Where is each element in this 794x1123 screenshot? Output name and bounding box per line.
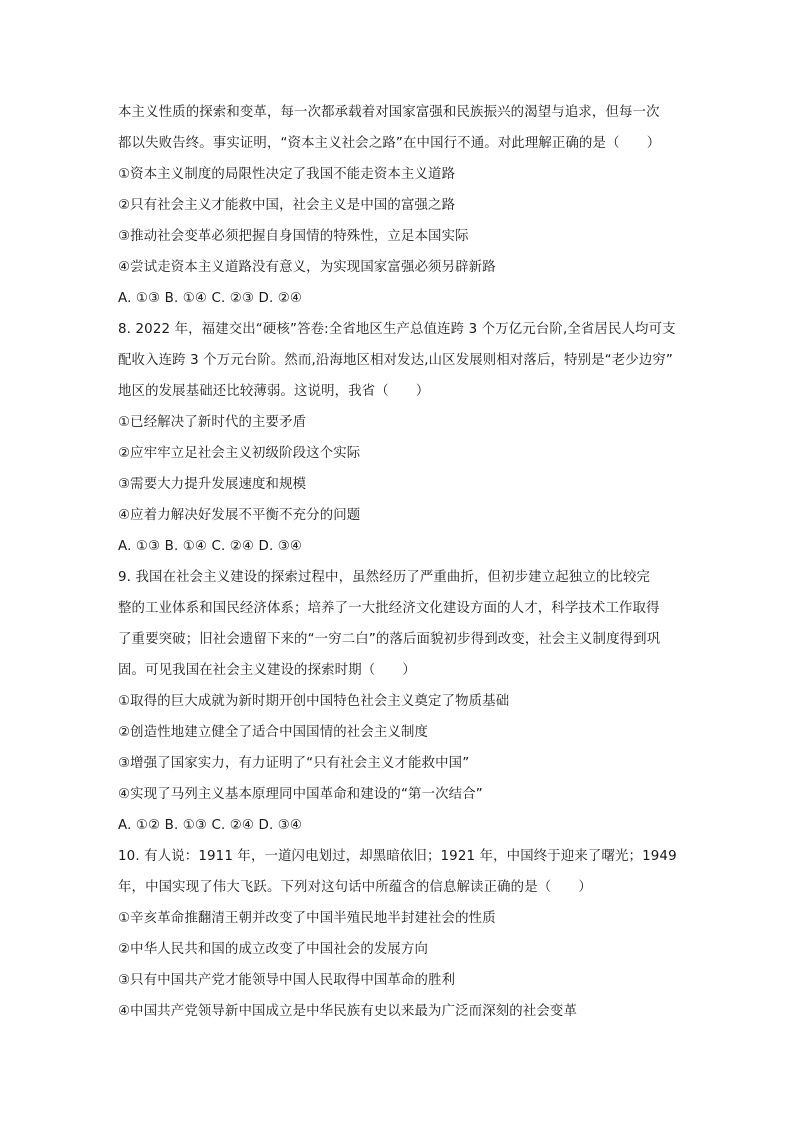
question-stem-line: 了重要突破；旧社会遗留下来的“一穷二白”的落后面貌初步得到改变，社会主义制度得到巩 <box>118 632 661 647</box>
question-10 <box>118 841 678 1027</box>
question-stem-line: 整的工业体系和国民经济体系；培养了一大批经济文化建设方面的人才，科学技术工作取得 <box>118 601 660 616</box>
option-item: ①资本主义制度的局限性决定了我国不能走资本主义道路 <box>118 167 456 182</box>
option-item: ③只有中国共产党才能领导中国人民取得中国革命的胜利 <box>118 973 456 988</box>
option-item: ④尝试走资本主义道路没有意义，为实现国家富强必须另辟新路 <box>118 260 496 275</box>
document-page <box>118 97 678 1027</box>
question-stem-line: 10. 有人说：1911 年，一道闪电划过，却黑暗依旧；1921 年，中国终于迎来了曙光；1949 <box>118 849 677 864</box>
option-item: ②中华人民共和国的成立改变了中国社会的发展方向 <box>118 942 429 957</box>
question-stem-line: 本主义性质的探索和变革，每一次都承载着对国家富强和民族振兴的渴望与追求，但每一次 <box>118 105 660 120</box>
option-item: ①已经解决了新时代的主要矛盾 <box>118 415 307 430</box>
option-item: ④应着力解决好发展不平衡不充分的问题 <box>118 508 361 523</box>
question-stem-line: 年，中国实现了伟大飞跃。下列对这句话中所蕴含的信息解读正确的是（ ） <box>118 880 592 895</box>
answer-choices: A. ①③ B. ①④ C. ②④ D. ③④ <box>118 539 303 554</box>
option-item: ②应牢牢立足社会主义初级阶段这个实际 <box>118 446 361 461</box>
option-item: ③推动社会变革必须把握自身国情的特殊性，立足本国实际 <box>118 229 469 244</box>
option-item: ④实现了马列主义基本原理同中国革命和建设的“第一次结合” <box>118 787 483 802</box>
option-item: ③需要大力提升发展速度和规模 <box>118 477 307 492</box>
question-9 <box>118 562 678 841</box>
option-item: ②只有社会主义才能救中国，社会主义是中国的富强之路 <box>118 198 456 213</box>
question-stem-line: 8. 2022 年，福建交出“硬核”答卷:全省地区生产总值连跨 3 个万亿元台阶,全省居民人均可支 <box>118 322 676 337</box>
question-stem-line: 配收入连跨 3 个万元台阶。然而,沿海地区相对发达,山区发展则相对落后，特别是“老少边穷” <box>118 353 674 368</box>
question-stem-line: 地区的发展基础还比较薄弱。这说明，我省（ ） <box>118 384 430 399</box>
option-item: ①辛亥革命推翻清王朝并改变了中国半殖民地半封建社会的性质 <box>118 911 496 926</box>
option-item: ④中国共产党领导新中国成立是中华民族有史以来最为广泛而深刻的社会变革 <box>118 1004 577 1019</box>
option-item: ③增强了国家实力，有力证明了“只有社会主义才能救中国” <box>118 756 470 771</box>
question-8 <box>118 314 678 562</box>
question-stem-line: 都以失败告终。事实证明，“资本主义社会之路”在中国行不通。对此理解正确的是（ ） <box>118 136 661 151</box>
question-stem-line: 固。可见我国在社会主义建设的探索时期（ ） <box>118 663 416 678</box>
option-item: ①取得的巨大成就为新时期开创中国特色社会主义奠定了物质基础 <box>118 694 510 709</box>
answer-choices: A. ①③ B. ①④ C. ②③ D. ②④ <box>118 291 303 306</box>
option-item: ②创造性地建立健全了适合中国国情的社会主义制度 <box>118 725 429 740</box>
answer-choices: A. ①② B. ①③ C. ②④ D. ③④ <box>118 818 303 833</box>
question-stem-line: 9. 我国在社会主义建设的探索过程中，虽然经历了严重曲折，但初步建立起独立的比较完 <box>118 570 651 585</box>
question-7 <box>118 97 678 314</box>
